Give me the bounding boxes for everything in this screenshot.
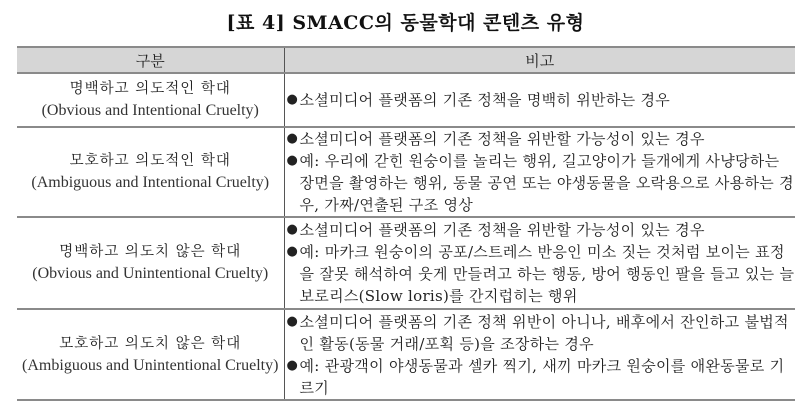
category-english: (Obvious and Unintentional Cruelty) [32,265,269,282]
category-cell [17,127,284,217]
bullet-icon: ● [286,244,299,259]
remarks-cell [284,309,795,400]
category-cell [17,309,284,400]
remarks-cell [284,127,795,217]
category-cell [17,73,284,127]
bullet-list [285,128,796,216]
remarks-cell [284,217,795,309]
category-english: (Obvious and Intentional Cruelty) [41,102,259,119]
bullet-text: 소셜미디어 플랫폼의 기존 정책을 위반할 가능성이 있는 경우 [299,130,705,148]
category-korean: 모호하고 의도적인 학대 [69,153,231,169]
bullet-icon: ● [286,357,299,373]
bullet-item [285,219,796,241]
table-row [17,127,795,217]
remarks-cell [284,73,795,127]
category-english: (Ambiguous and Intentional Cruelty) [31,174,270,191]
bullet-text: 소셜미디어 플랫폼의 기존 정책을 명백히 위반하는 경우 [299,91,671,109]
bullet-icon: ● [286,131,299,146]
bullet-icon: ● [286,313,299,329]
header-category: 구분 [17,47,284,73]
cruelty-content-table [17,46,795,401]
category-korean: 모호하고 의도치 않은 학대 [59,335,242,352]
bullet-icon: ● [286,153,299,168]
category-korean: 명백하고 의도적인 학대 [69,81,231,97]
bullet-item [285,89,796,111]
bullet-item [285,150,796,216]
table-caption: [표 4] SMACC의 동물학대 콘텐츠 유형 [226,12,585,34]
bullet-item [285,128,796,150]
table-row [17,217,795,309]
bullet-list [285,311,796,399]
bullet-item [285,241,796,307]
bullet-list [285,219,796,307]
bullet-text: 소셜미디어 플랫폼의 기존 정책을 위반할 가능성이 있는 경우 [299,221,705,239]
table-row [17,309,795,400]
table-header-row [17,47,795,73]
bullet-item [285,355,796,399]
bullet-item [285,311,796,355]
bullet-text: 예: 마카크 원숭이의 공포/스트레스 반응인 미소 짓는 것처럼 보이는 표정을 잘못 해석하여 웃게 만들려고 하는 행동, 방어 행동인 팔을 들고 있는 늘보로리스(Slow loris)를 간지럽히는 행위 [299,243,795,305]
bullet-text: 예: 우리에 갇힌 원숭이를 놀리는 행위, 길고양이가 들개에게 사냥당하는 장면을 촬영하는 행위, 동물 공연 또는 야생동물을 오락용으로 사용하는 경우, 가짜/연출된 구조 영상 [299,152,794,214]
header-remarks: 비고 [284,47,795,73]
table-row [17,73,795,127]
category-cell [17,217,284,309]
bullet-icon: ● [286,222,299,237]
bullet-list [285,89,796,111]
bullet-text: 예: 관광객이 야생동물과 셀카 찍기, 새끼 마카크 원숭이를 애완동물로 기르기 [299,356,785,397]
bullet-icon: ● [286,92,299,107]
category-english: (Ambiguous and Unintentional Cruelty) [22,356,279,374]
category-korean: 명백하고 의도치 않은 학대 [59,244,242,260]
bullet-text: 소셜미디어 플랫폼의 기존 정책 위반이 아니나, 배후에서 잔인하고 불법적인 활동(동물 거래/포획 등)을 조장하는 경우 [299,312,789,353]
